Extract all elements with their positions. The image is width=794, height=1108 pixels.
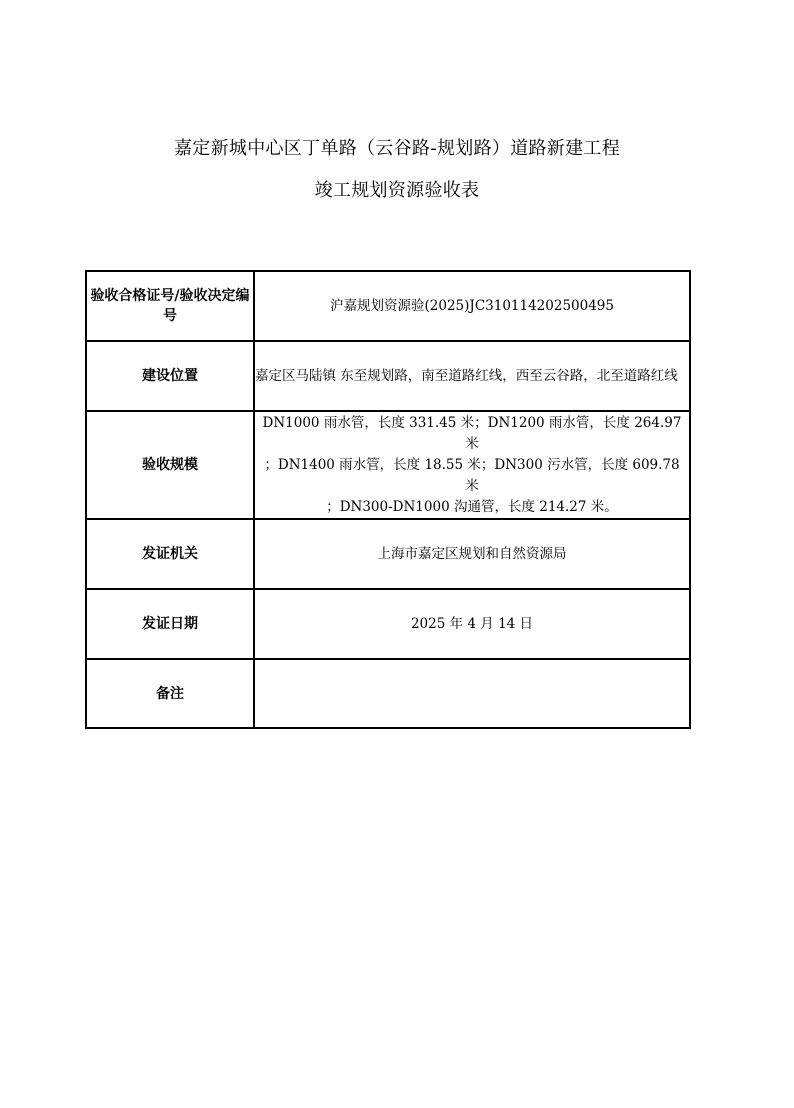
scale-line: ；DN1400 雨水管，长度 18.55 米；DN300 污水管，长度 609.78 (264, 456, 680, 473)
acceptance-table (85, 270, 691, 729)
location-label: 建设位置 (86, 341, 254, 411)
scale-label: 验收规模 (86, 411, 254, 519)
table-row (86, 589, 690, 659)
issuing-authority-label: 发证机关 (86, 519, 254, 589)
document-title: 嘉定新城中心区丁单路（云谷路-规划路）道路新建工程 (174, 138, 620, 159)
table-row (86, 519, 690, 589)
table-row (86, 341, 690, 411)
scale-line: 米 (465, 477, 479, 494)
table-row (86, 271, 690, 341)
location-value: 嘉定区马陆镇 东至规划路，南至道路红线，西至云谷路，北至道路红线 (254, 341, 690, 411)
scale-line: ；DN300-DN1000 沟通管，长度 214.27 米。 (326, 498, 618, 515)
scale-line: DN1000 雨水管，长度 331.45 米；DN1200 雨水管，长度 264.97 (262, 414, 682, 431)
remarks-label: 备注 (86, 659, 254, 728)
table-row (86, 411, 690, 519)
table-row (86, 659, 690, 728)
scale-line: 米 (465, 435, 479, 452)
certificate-number-label: 验收合格证号/验收决定编号 (86, 271, 254, 341)
certificate-number-value: 沪嘉规划资源验(2025)JC310114202500495 (254, 271, 690, 341)
scale-value (254, 411, 690, 519)
issue-date-value: 2025 年 4 月 14 日 (254, 589, 690, 659)
issuing-authority-value: 上海市嘉定区规划和自然资源局 (254, 519, 690, 589)
remarks-value (254, 659, 690, 728)
issue-date-label: 发证日期 (86, 589, 254, 659)
document-subtitle: 竣工规划资源验收表 (314, 180, 480, 201)
